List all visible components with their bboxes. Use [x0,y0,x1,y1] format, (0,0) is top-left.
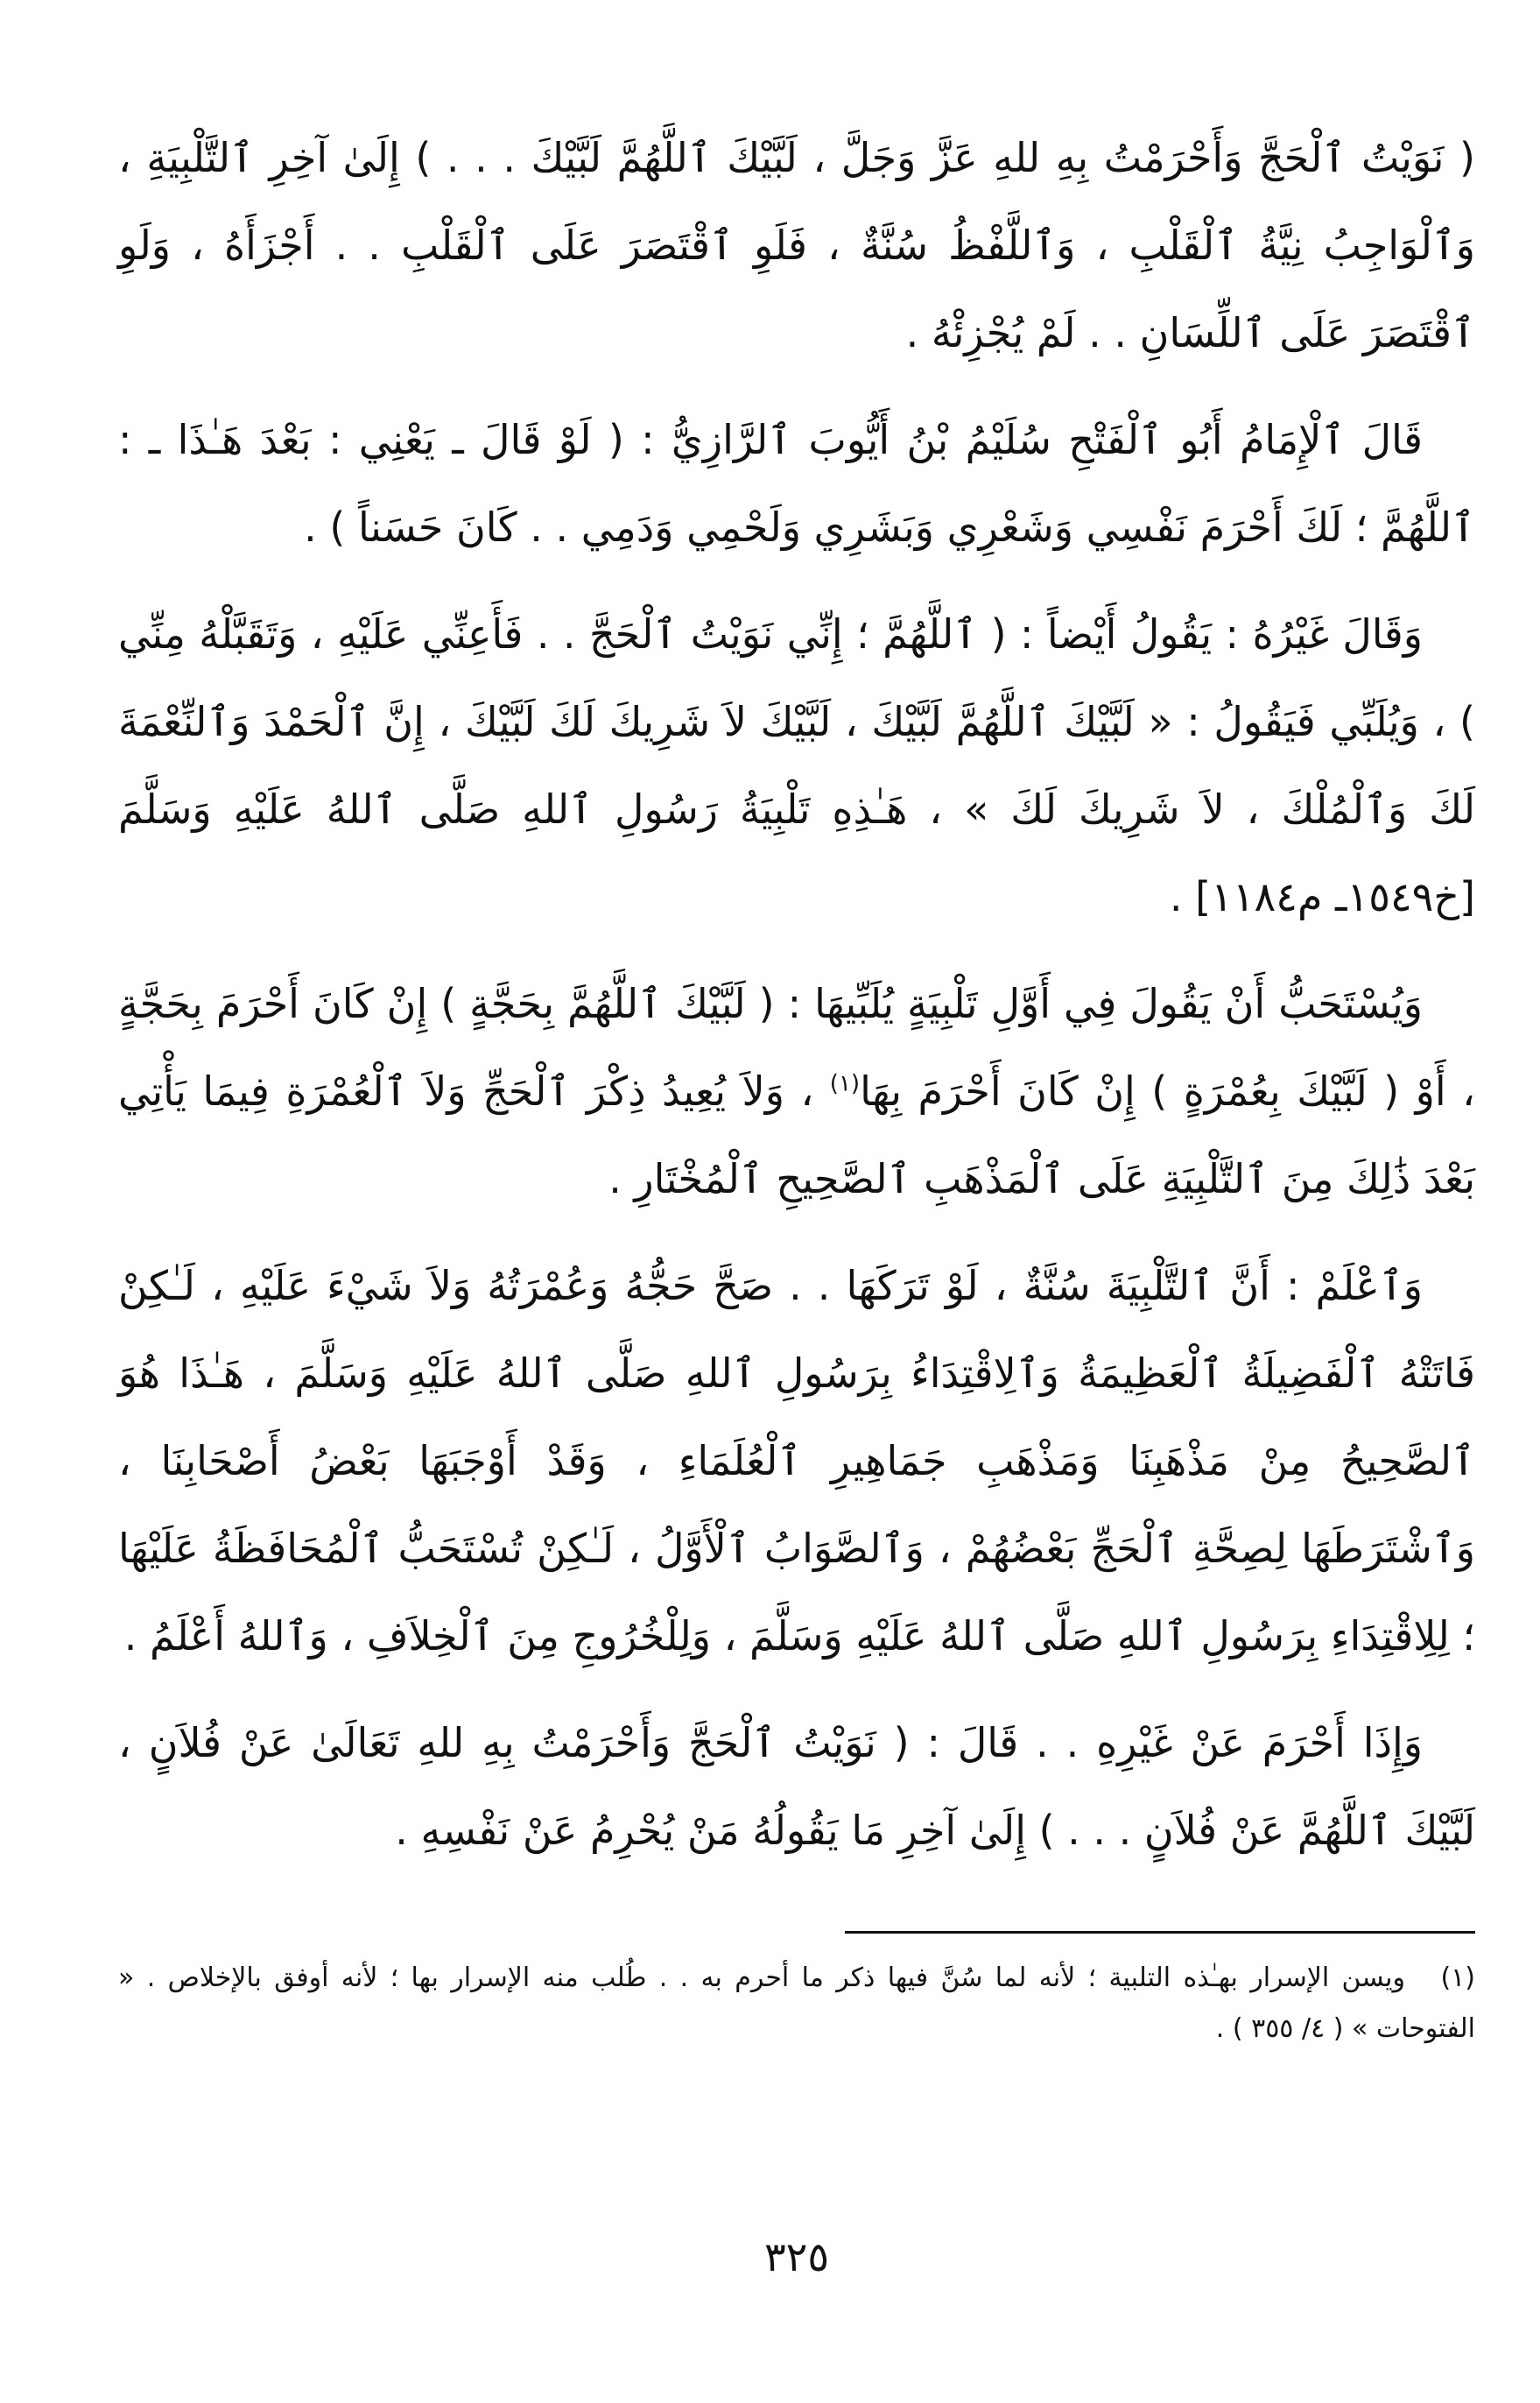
paragraph-1: ( نَوَيْتُ ٱلْحَجَّ وَأَحْرَمْتُ بِهِ للهِ عَزَّ وَجَلَّ ، لَبَّيْكَ ٱللَّهُمَّ لَبَّيْكَ . . . ) إِلَىٰ آخِرِ ٱلتَّلْبِيَةِ ، وَٱلْوَاجِبُ نِيَّةُ ٱلْقَلْبِ ، وَٱللَّفْظُ سُنَّةٌ ، فَلَوِ ٱقْتَصَرَ عَلَى ٱلْقَلْبِ . . أَجْزَأَهُ ، وَلَوِ ٱقْتَصَرَ عَلَى ٱللِّسَانِ . . لَمْ يُجْزِئْهُ . [118,134,1475,356]
footnote-1 [118,1953,1475,2054]
footnotes [118,1953,1475,2054]
footnote-text: ويسن الإسرار بهـٰذه التلبية ؛ لأنه لما سُنَّ فيها ذكر ما أحرم به . . طُلب منه الإسرار بها ؛ لأنه أوفق بالإخلاص . « الفتوحات » ( ٤/ ٣٥٥ ) . [118,1963,1475,2044]
paragraph-4-part-2: ، وَلاَ يُعِيدُ ذِكْرَ ٱلْحَجِّ وَلاَ ٱلْعُمْرَةِ فِيمَا يَأْتِي بَعْدَ ذَٰلِكَ مِنَ ٱلتَّلْبِيَةِ عَلَى ٱلْمَذْهَبِ ٱلصَّحِيحِ ٱلْمُخْتَارِ . [118,1068,1475,1202]
footnote-number: (١) [1440,1963,1475,1993]
paragraph-3: وَقَالَ غَيْرُهُ : يَقُولُ أَيْضاً : ( ٱللَّهُمَّ ؛ إِنِّي نَوَيْتُ ٱلْحَجَّ . . فَأَعِنِّي عَلَيْهِ ، وَتَقَبَّلْهُ مِنِّي ) ، وَيُلَبِّي فَيَقُولُ : « لَبَّيْكَ ٱللَّهُمَّ لَبَّيْكَ ، لَبَّيْكَ لاَ شَرِيكَ لَكَ لَبَّيْكَ ، إِنَّ ٱلْحَمْدَ وَٱلنِّعْمَةَ لَكَ وَٱلْمُلْكَ ، لاَ شَرِيكَ لَكَ » ، هَـٰذِهِ تَلْبِيَةُ رَسُولِ ٱللهِ صَلَّى ٱللهُ عَلَيْهِ وَسَلَّمَ [خ١٥٤٩ـ م١١٨٤] . [118,610,1475,920]
paragraph-2: قَالَ ٱلْإِمَامُ أَبُو ٱلْفَتْحِ سُلَيْمُ بْنُ أَيُّوبَ ٱلرَّازِيُّ : ( لَوْ قَالَ ـ يَعْنِي : بَعْدَ هَـٰذَا ـ : ٱللَّهُمَّ ؛ لَكَ أَحْرَمَ نَفْسِي وَشَعْرِي وَبَشَرِي وَلَحْمِي وَدَمِي . . كَانَ حَسَناً ) . [118,416,1475,551]
paragraph-6: وَإِذَا أَحْرَمَ عَنْ غَيْرِهِ . . قَالَ : ( نَوَيْتُ ٱلْحَجَّ وَأَحْرَمْتُ بِهِ للهِ تَعَالَىٰ عَنْ فُلاَنٍ ، لَبَّيْكَ ٱللَّهُمَّ عَنْ فُلاَنٍ . . . ) إِلَىٰ آخِرِ مَا يَقُولُهُ مَنْ يُحْرِمُ عَنْ نَفْسِهِ . [118,1719,1475,1854]
footnote-reference[interactable]: (١) [829,1070,861,1097]
footnote-divider [845,1931,1475,1934]
paragraph-4-part-1: وَيُسْتَحَبُّ أَنْ يَقُولَ فِي أَوَّلِ تَلْبِيَةٍ يُلَبِّيهَا : ( لَبَّيْكَ ٱللَّهُمَّ بِحَجَّةٍ ) إِنْ كَانَ أَحْرَمَ بِحَجَّةٍ ، أَوْ ( لَبَّيْكَ بِعُمْرَةٍ ) إِنْ كَانَ أَحْرَمَ بِهَا [118,980,1475,1115]
document-page [118,114,1475,2373]
page-number: ٣٢٥ [763,2233,830,2280]
paragraph-5: وَٱعْلَمْ : أَنَّ ٱلتَّلْبِيَةَ سُنَّةٌ ، لَوْ تَرَكَهَا . . صَحَّ حَجُّهُ وَعُمْرَتُهُ وَلاَ شَيْءَ عَلَيْهِ ، لَـٰكِنْ فَاتَتْهُ ٱلْفَضِيلَةُ ٱلْعَظِيمَةُ وَٱلِاقْتِدَاءُ بِرَسُولِ ٱللهِ صَلَّى ٱللهُ عَلَيْهِ وَسَلَّمَ ، هَـٰذَا هُوَ ٱلصَّحِيحُ مِنْ مَذْهَبِنَا وَمَذْهَبِ جَمَاهِيرِ ٱلْعُلَمَاءِ ، وَقَدْ أَوْجَبَهَا بَعْضُ أَصْحَابِنَا ، وَٱشْتَرَطَهَا لِصِحَّةِ ٱلْحَجِّ بَعْضُهُمْ ، وَٱلصَّوَابُ ٱلْأَوَّلُ ، لَـٰكِنْ تُسْتَحَبُّ ٱلْمُحَافَظَةُ عَلَيْهَا ؛ لِلِاقْتِدَاءِ بِرَسُولِ ٱللهِ صَلَّى ٱللهُ عَلَيْهِ وَسَلَّمَ ، وَلِلْخُرُوجِ مِنَ ٱلْخِلاَفِ ، وَٱللهُ أَعْلَمُ . [118,1262,1475,1660]
main-text [118,114,1475,1874]
paragraph-4 [118,960,1475,1223]
